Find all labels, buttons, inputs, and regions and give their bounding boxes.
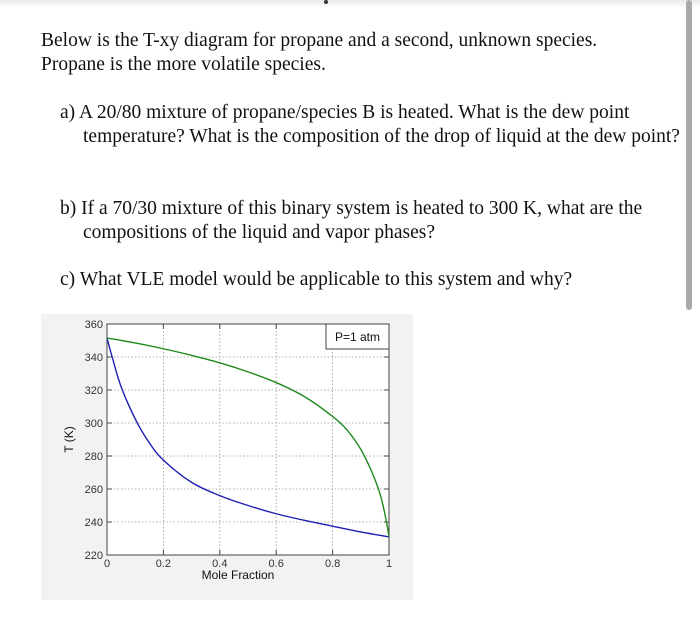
intro-paragraph bbox=[41, 29, 661, 77]
x-axis-label: Mole Fraction bbox=[201, 568, 275, 582]
question-a-text: A 20/80 mixture of propane/species B is heated. What is the dew point temperature? What is the composition of the drop of liquid at the dew point? bbox=[78, 102, 680, 147]
annotation-label: P=1 atm bbox=[334, 330, 381, 344]
x-tick-label: 0 bbox=[103, 558, 111, 570]
x-tick-label: 0.8 bbox=[324, 558, 341, 570]
y-tick-label: 360 bbox=[84, 319, 103, 331]
question-c bbox=[60, 268, 683, 292]
y-axis-label: T (K) bbox=[62, 426, 76, 453]
y-tick-label: 280 bbox=[84, 451, 103, 463]
x-tick-label: 0.4 bbox=[212, 558, 228, 570]
y-tick-label: 220 bbox=[84, 550, 103, 562]
plot-area bbox=[107, 324, 389, 555]
intro-line-2: Propane is the more volatile species. bbox=[41, 54, 326, 75]
x-tick-label: 1 bbox=[385, 558, 393, 570]
txy-chart bbox=[41, 314, 413, 600]
question-b-label: b) bbox=[60, 198, 77, 219]
scrollbar[interactable] bbox=[686, 0, 692, 310]
y-tick-label: 300 bbox=[84, 418, 103, 430]
y-tick-label: 340 bbox=[84, 352, 103, 364]
x-tick-label: 0.2 bbox=[155, 558, 172, 570]
question-b bbox=[60, 197, 683, 245]
txy-figure bbox=[41, 314, 413, 600]
y-tick-label: 320 bbox=[84, 385, 103, 397]
question-b-text: If a 70/30 mixture of this binary system is heated to 300 K, what are the compositions of the liquid and vapor phases? bbox=[81, 198, 643, 243]
question-c-text: What VLE model would be applicable to this system and why? bbox=[79, 269, 573, 290]
intro-line-1: Below is the T-xy diagram for propane and a second, unknown species. bbox=[41, 30, 598, 51]
y-tick-label: 260 bbox=[84, 484, 103, 496]
question-a-label: a) bbox=[60, 102, 76, 123]
question-c-label: c) bbox=[60, 269, 76, 290]
y-tick-label: 240 bbox=[84, 517, 103, 529]
x-tick-label: 0.6 bbox=[268, 558, 284, 570]
page-top-edge bbox=[0, 0, 700, 8]
top-mark bbox=[324, 0, 328, 4]
question-a bbox=[60, 101, 683, 149]
